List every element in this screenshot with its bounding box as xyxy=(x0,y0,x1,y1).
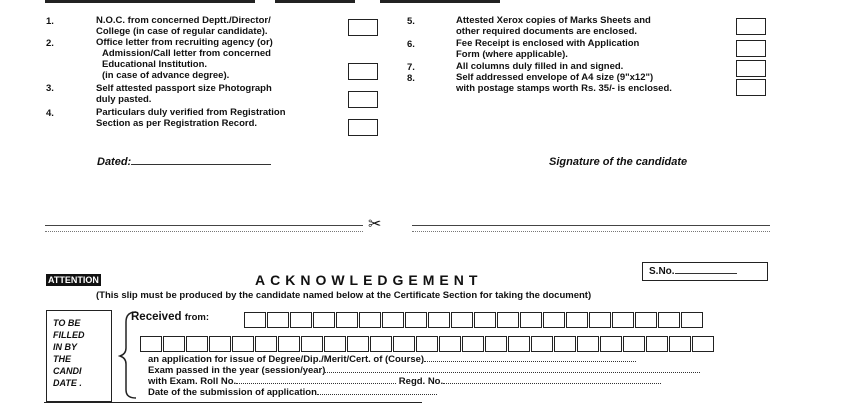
top-rule xyxy=(45,0,255,3)
item-number: 6. xyxy=(407,39,415,50)
roll-no-line[interactable]: with Exam. Roll No. Regd. No. xyxy=(148,376,661,387)
checkbox-6[interactable] xyxy=(736,40,766,57)
cut-line xyxy=(412,231,770,232)
item-number: 3. xyxy=(46,83,54,94)
checkbox-1[interactable] xyxy=(348,19,378,36)
attention-badge: ATTENTION xyxy=(48,275,99,285)
item-number: 5. xyxy=(407,16,415,27)
checklist-item-5: Attested Xerox copies of Marks Sheets and other required documents are enclosed. xyxy=(456,15,651,37)
item-number: 7. xyxy=(407,62,415,73)
ack-title: ACKNOWLEDGEMENT xyxy=(255,272,483,288)
top-rule xyxy=(275,0,355,3)
checklist-item-2: Office letter from recruiting agency (or) Admission/Call letter from concerned Educational Institution. (in case of advance degree). xyxy=(96,37,273,81)
checklist-item-8: Self addressed envelope of A4 size (9"x12") with postage stamps worth Rs. 35/- is enclosed. xyxy=(456,72,672,94)
slip-note: (This slip must be produced by the candidate named below at the Certificate Section for taking the document) xyxy=(96,290,592,301)
checkbox-2[interactable] xyxy=(348,63,378,80)
checklist-item-7: All columns duly filled in and signed. xyxy=(456,61,624,72)
checkbox-8[interactable] xyxy=(736,79,766,96)
item-number: 1. xyxy=(46,16,54,27)
top-rule xyxy=(380,0,500,3)
sno-field[interactable]: S.No. xyxy=(642,262,768,281)
exam-year-line[interactable]: Exam passed in the year (session/year) xyxy=(148,365,700,376)
to-be-filled-box: TO BE FILLED IN BY THE CANDI DATE . xyxy=(46,310,112,402)
submission-line[interactable]: Date of the submission of application xyxy=(148,387,437,398)
signature-label: Signature of the candidate xyxy=(549,156,688,168)
scissors-icon: ✂ xyxy=(368,216,382,233)
application-line[interactable]: an application for issue of Degree/Dip./Merit/Cert. of (Course) xyxy=(148,354,636,365)
dated-field[interactable]: Dated: xyxy=(97,156,271,168)
item-number: 8. xyxy=(407,73,415,84)
checklist-item-4: Particulars duly verified from Registration Section as per Registration Record. xyxy=(96,107,286,129)
item-number: 4. xyxy=(46,108,54,119)
checklist-item-6: Fee Receipt is enclosed with Application Form (where applicable). xyxy=(456,38,640,60)
bottom-rule xyxy=(44,402,422,403)
bracket xyxy=(118,310,140,400)
cut-line xyxy=(412,225,770,226)
received-label: Received from: xyxy=(131,311,209,323)
checklist-item-1: N.O.C. from concerned Deptt./Director/ College (in case of regular candidate). xyxy=(96,15,271,37)
checkbox-3[interactable] xyxy=(348,91,378,108)
cut-line xyxy=(45,231,363,232)
cut-line xyxy=(45,225,363,226)
name-cells-row2[interactable] xyxy=(140,336,720,352)
item-number: 2. xyxy=(46,38,54,49)
checkbox-7[interactable] xyxy=(736,60,766,77)
checkbox-4[interactable] xyxy=(348,119,378,136)
checklist-item-3: Self attested passport size Photograph duly pasted. xyxy=(96,83,272,105)
name-cells[interactable] xyxy=(244,312,714,328)
checkbox-5[interactable] xyxy=(736,18,766,35)
